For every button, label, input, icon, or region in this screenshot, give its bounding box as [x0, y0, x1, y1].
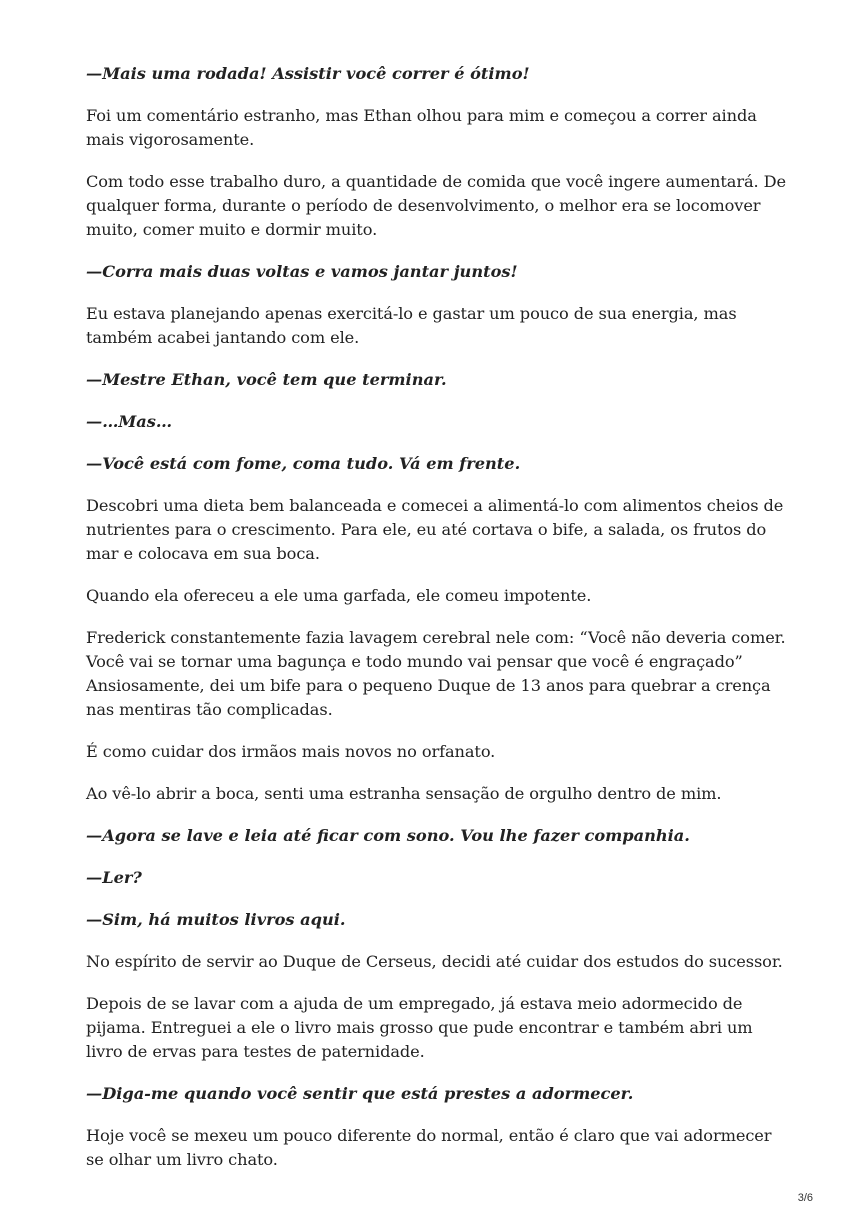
dialogue-line: —Sim, há muitos livros aqui.: [86, 910, 346, 929]
narration-paragraph: Depois de se lavar com a ajuda de um empregado, já estava meio adormecido de pijama. Entreguei a ele o livro mais grosso que pude encontrar e também abri um livro de ervas para testes de paternidade.: [86, 994, 753, 1061]
narration-paragraph: No espírito de servir ao Duque de Cerseus, decidi até cuidar dos estudos do sucessor.: [86, 952, 783, 971]
dialogue-line: —Agora se lave e leia até ficar com sono. Vou lhe fazer companhia.: [86, 826, 690, 845]
page-number: 3/6: [797, 1192, 813, 1204]
narration-paragraph: Frederick constantemente fazia lavagem cerebral nele com: “Você não deveria comer. Você vai se tornar uma bagunça e todo mundo vai pensar que você é engraçado” Ansiosamente, dei um bife para o pequeno Duque de 13 anos para quebrar a crença nas mentiras tão complicadas.: [86, 628, 786, 719]
dialogue-line: —Ler?: [86, 868, 142, 887]
dialogue-line: —Você está com fome, coma tudo. Vá em frente.: [86, 454, 521, 473]
narration-paragraph: Hoje você se mexeu um pouco diferente do normal, então é claro que vai adormecer se olhar um livro chato.: [86, 1126, 772, 1169]
narration-paragraph: Foi um comentário estranho, mas Ethan olhou para mim e começou a correr ainda mais vigorosamente.: [86, 106, 757, 149]
document-body: [86, 62, 786, 1190]
dialogue-line: —Mestre Ethan, você tem que terminar.: [86, 370, 447, 389]
narration-paragraph: Descobri uma dieta bem balanceada e comecei a alimentá-lo com alimentos cheios de nutrientes para o crescimento. Para ele, eu até cortava o bife, a salada, os frutos do mar e colocava em sua boca.: [86, 496, 784, 563]
narration-paragraph: É como cuidar dos irmãos mais novos no orfanato.: [86, 742, 496, 761]
dialogue-line: —Mais uma rodada! Assistir você correr é ótimo!: [86, 64, 530, 83]
dialogue-line: —Corra mais duas voltas e vamos jantar juntos!: [86, 262, 518, 281]
dialogue-line: —Diga-me quando você sentir que está prestes a adormecer.: [86, 1084, 634, 1103]
narration-paragraph: Eu estava planejando apenas exercitá-lo e gastar um pouco de sua energia, mas também acabei jantando com ele.: [86, 304, 737, 347]
narration-paragraph: Ao vê-lo abrir a boca, senti uma estranha sensação de orgulho dentro de mim.: [86, 784, 722, 803]
narration-paragraph: Quando ela ofereceu a ele uma garfada, ele comeu impotente.: [86, 586, 592, 605]
narration-paragraph: Com todo esse trabalho duro, a quantidade de comida que você ingere aumentará. De qualquer forma, durante o período de desenvolvimento, o melhor era se locomover muito, comer muito e dormir muito.: [86, 172, 786, 239]
dialogue-line: —…Mas…: [86, 412, 173, 431]
